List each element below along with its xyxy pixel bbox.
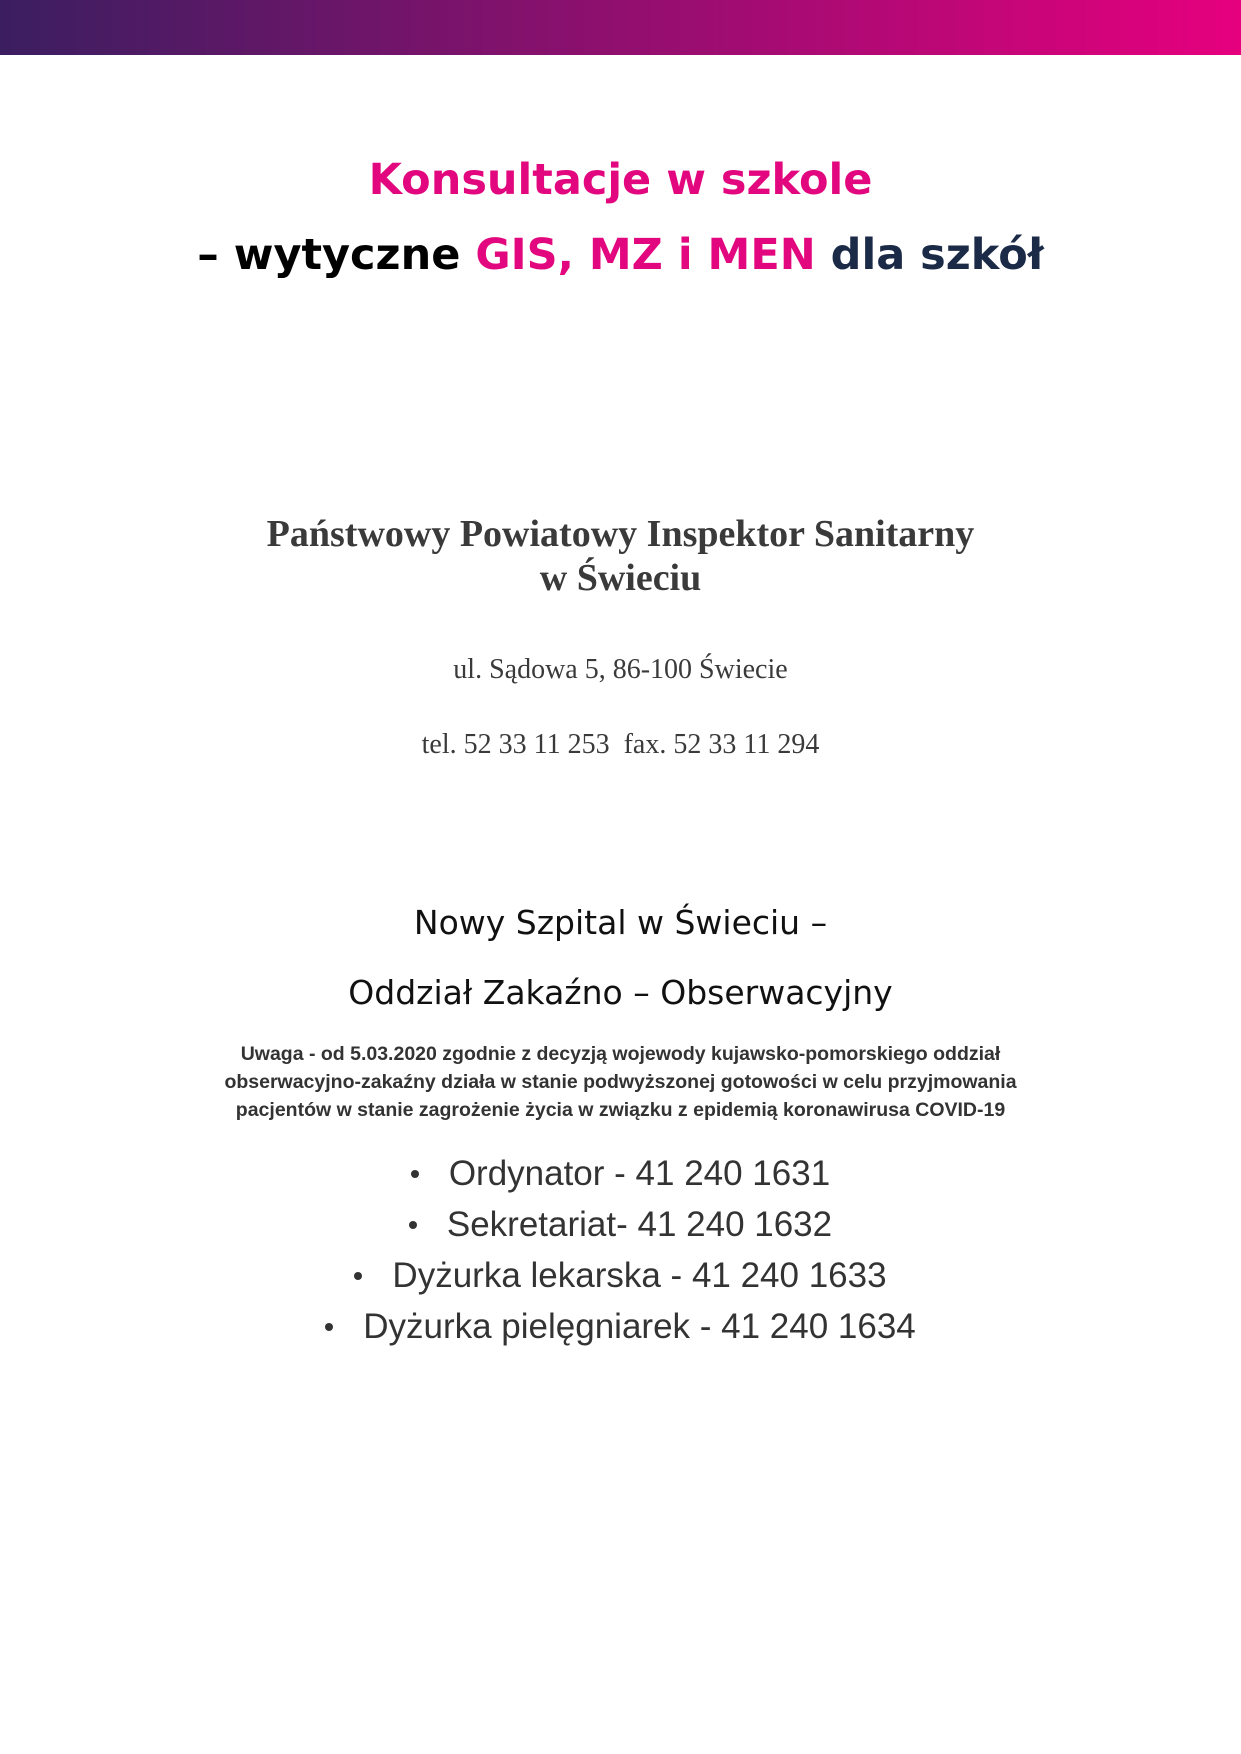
contact-text: Sekretariat- 41 240 1632 bbox=[446, 1205, 833, 1244]
inspector-location: w Świeciu bbox=[539, 557, 702, 599]
contact-text: Dyżurka lekarska - 41 240 1633 bbox=[392, 1256, 887, 1295]
contact-item-dyzurka-lekarska bbox=[0, 1254, 1241, 1298]
inspector-address: ul. Sądowa 5, 86-100 Świecie bbox=[453, 654, 788, 685]
title-line-2 bbox=[0, 230, 1241, 280]
bullet-icon bbox=[411, 1170, 419, 1178]
top-gradient-bar bbox=[0, 0, 1241, 55]
bullet-icon bbox=[354, 1272, 362, 1280]
title-line-1: Konsultacje w szkole bbox=[368, 155, 873, 205]
inspector-phones: tel. 52 33 11 253 fax. 52 33 11 294 bbox=[421, 729, 820, 760]
hospital-ward: Oddział Zakaźno – Obserwacyjny bbox=[348, 973, 893, 1012]
notice-line-2: obserwacyjno-zakaźny działa w stanie podwyższonej gotowości w celu przyjmowania bbox=[224, 1071, 1017, 1093]
contact-text: Dyżurka pielęgniarek - 41 240 1634 bbox=[363, 1307, 916, 1346]
bullet-icon bbox=[325, 1323, 333, 1331]
contact-item-ordynator bbox=[0, 1152, 1241, 1196]
inspector-name: Państwowy Powiatowy Inspektor Sanitarny bbox=[266, 513, 975, 555]
notice-line-1: Uwaga - od 5.03.2020 zgodnie z decyzją wojewody kujawsko-pomorskiego oddział bbox=[240, 1043, 1001, 1065]
title-line-2-suffix: dla szkół bbox=[815, 230, 1044, 280]
title-line-2-institutions: GIS, MZ i MEN bbox=[475, 230, 816, 280]
contact-item-dyzurka-pielegniarek bbox=[0, 1305, 1241, 1349]
contact-item-sekretariat bbox=[0, 1203, 1241, 1247]
notice-line-3: pacjentów w stanie zagrożenie życia w związku z epidemią koronawirusa COVID-19 bbox=[235, 1099, 1006, 1121]
title-line-2-prefix: – wytyczne bbox=[197, 230, 476, 280]
hospital-name: Nowy Szpital w Świeciu – bbox=[413, 903, 828, 942]
bullet-icon bbox=[409, 1221, 417, 1229]
contact-text: Ordynator - 41 240 1631 bbox=[448, 1154, 831, 1193]
